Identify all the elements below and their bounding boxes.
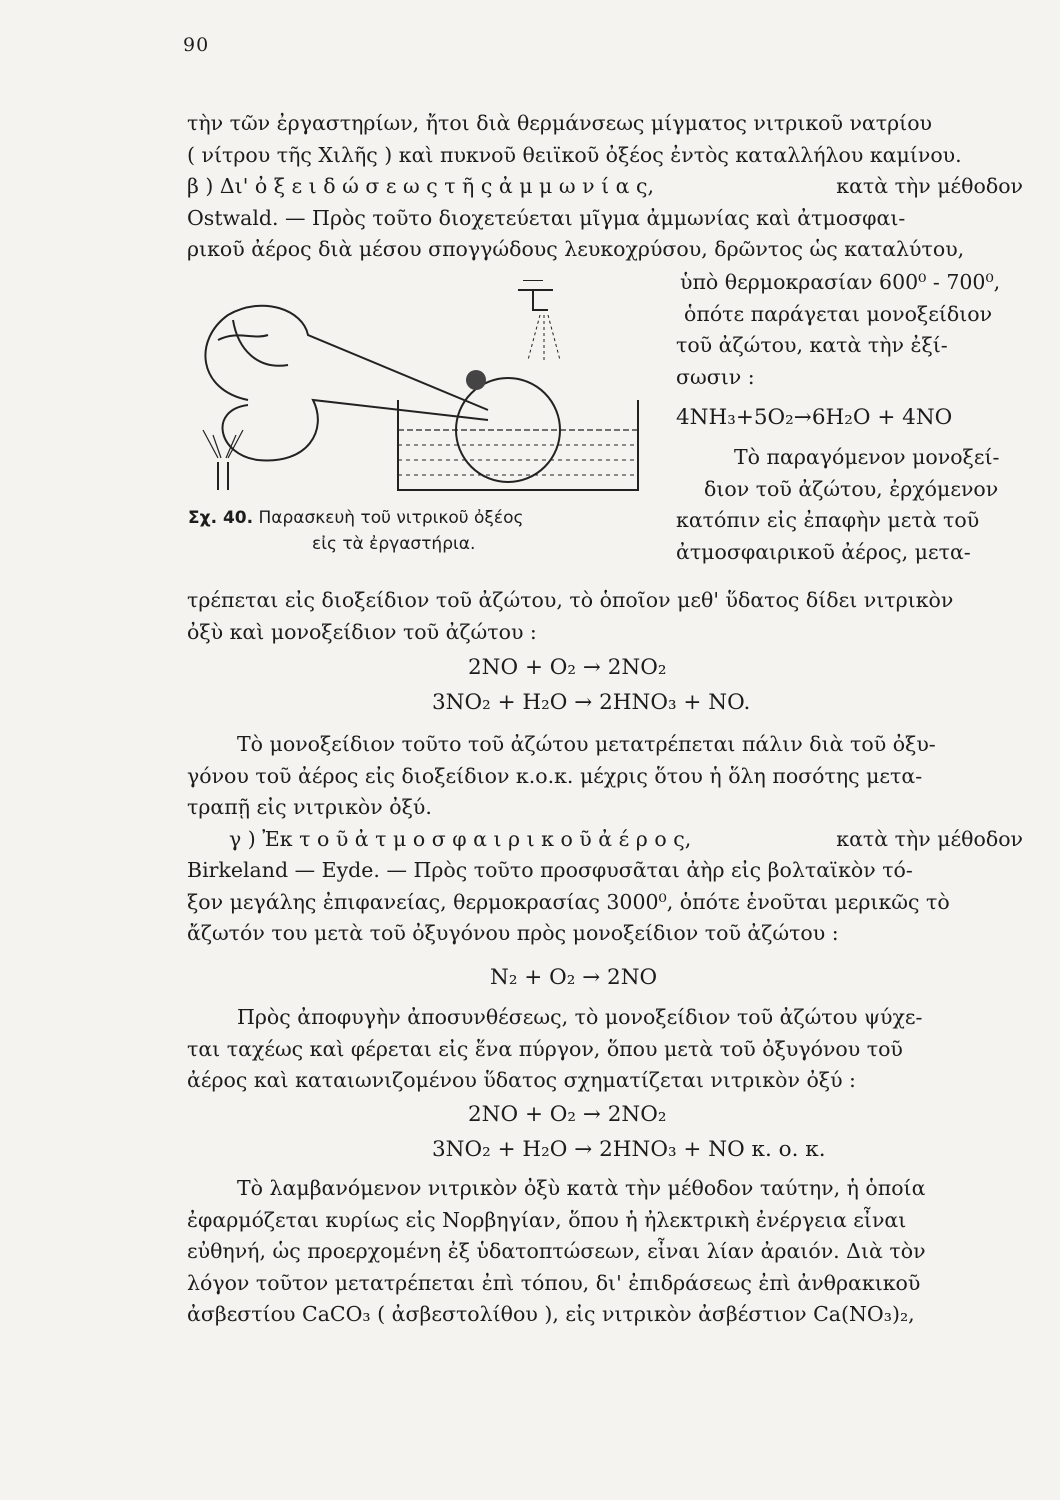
side-text-top (672, 267, 1022, 393)
page-number: 90 (183, 34, 210, 56)
section-b-rest: κατὰ τὴν μέθοδον (836, 174, 1023, 198)
figure-caption-text: Παρασκευὴ τοῦ νιτρικοῦ ὀξέος (258, 508, 524, 528)
text-line: ται ταχέως καὶ φέρεται εἰς ἕνα πύργον, ὅπου μετὰ τοῦ ὀξυγόνου τοῦ (187, 1036, 903, 1061)
text-line: ὑπὸ θερμοκρασίαν 600⁰ - 700⁰, (680, 270, 1001, 294)
section-b-heading (187, 171, 1023, 203)
equation-5: 2NO + O₂ → 2NO₂ (468, 1102, 667, 1127)
text-line: ( νίτρου τῆς Χιλῆς ) καὶ πυκνοῦ θειϊκοῦ ὀξέος ἐντὸς καταλλήλου καμίνου. (187, 142, 962, 167)
text-line: ἄζωτόν του μετὰ τοῦ ὀξυγόνου πρὸς μονοξείδιον τοῦ ἀζώτου : (187, 921, 839, 945)
body-text-mid (187, 585, 1023, 648)
text-line: ἀέρος καὶ καταιωνιζομένου ὕδατος σχηματίζεται νιτρικὸν ὀξύ : (187, 1068, 856, 1092)
body-text-top (187, 108, 1023, 266)
text-line: Τὸ παραγόμενον μονοξεί- (734, 445, 1000, 469)
lab-apparatus-illustration (188, 280, 658, 500)
text-line: τραπῇ εἰς νιτρικὸν ὀξύ. (187, 795, 432, 819)
equation-3: 3NO₂ + H₂O → 2HNO₃ + NO. (432, 690, 751, 715)
text-line: Birkeland — Eyde. — Πρὸς τοῦτο προσφυσᾶται ἀὴρ εἰς βολταϊκὸν τό- (187, 858, 913, 882)
text-line: κατόπιν εἰς ἐπαφὴν μετὰ τοῦ (676, 508, 980, 532)
text-line: τοῦ ἀζώτου, κατὰ τὴν ἐξί- (676, 333, 948, 357)
equation-ostwald: 4NH₃+5O₂→6H₂O + 4NO (676, 405, 953, 430)
body-text-lower (187, 729, 1023, 950)
body-text-para7 (187, 1173, 1023, 1331)
text-line: ἐφαρμόζεται κυρίως εἰς Νορβηγίαν, ὅπου ἡ ἠλεκτρικὴ ἐνέργεια εἶναι (187, 1207, 907, 1232)
side-text-bottom (672, 442, 1022, 568)
text-line: Τὸ λαμβανόμενον νιτρικὸν ὀξὺ κατὰ τὴν μέθοδον ταύτην, ἡ ὁποία (237, 1176, 926, 1200)
text-line: ὁπότε παράγεται μονοξείδιον (684, 301, 993, 326)
figure-caption-text-2: εἰς τὰ ἐργαστήρια. (312, 534, 476, 554)
text-line: ἀσβεστίου CaCO₃ ( ἀσβεστολίθου ), εἰς νιτρικὸν ἀσβέστιον Ca(NO₃)₂, (187, 1302, 915, 1326)
section-c-heading (187, 824, 1023, 856)
figure-caption (188, 505, 648, 557)
equation-6: 3NO₂ + H₂O → 2HNO₃ + NO κ. ο. κ. (432, 1137, 826, 1162)
text-line: λόγον τοῦτον μετατρέπεται ἐπὶ τόπου, δι' ἐπιδράσεως ἐπὶ ἀνθρακικοῦ (187, 1270, 921, 1295)
figure-caption-number: Σχ. 40. (188, 508, 254, 528)
text-line: γόνου τοῦ ἀέρος εἰς διοξείδιον κ.ο.κ. μέχρις ὅτου ἡ ὅλη ποσότης μετα- (187, 763, 923, 788)
text-line: τρέπεται εἰς διοξείδιον τοῦ ἀζώτου, τὸ ὁποῖον μεθ' ὕδατος δίδει νιτρικὸν (187, 588, 954, 612)
body-text-para6 (187, 1002, 1023, 1097)
text-line: διον τοῦ ἀζώτου, ἐρχόμενον (704, 476, 999, 501)
text-line: σωσιν : (676, 364, 755, 389)
text-line: ἀτμοσφαιρικοῦ ἀέρος, μετα- (676, 539, 971, 564)
text-line: ρικοῦ ἀέρος διὰ μέσου σπογγώδους λευκοχρύσου, δρῶντος ὡς καταλύτου, (187, 237, 965, 261)
equation-2: 2NO + O₂ → 2NO₂ (468, 655, 667, 680)
text-line: ὀξὺ καὶ μονοξείδιον τοῦ ἀζώτου : (187, 619, 537, 644)
section-b-label: β ) Δι' ὀ ξ ε ι δ ώ σ ε ω ς τ ῆ ς ἀ μ μ ω ν ί α ς, (187, 174, 655, 198)
text-line: τὴν τῶν ἐργαστηρίων, ἤτοι διὰ θερμάνσεως μίγματος νιτρικοῦ νατρίου (187, 111, 932, 135)
text-line: εὐθηνή, ὡς προερχομένη ἐξ ὑδατοπτώσεων, εἶναι λίαν ἀραιόν. Διὰ τὸν (187, 1239, 926, 1263)
equation-4: N₂ + O₂ → 2NO (490, 965, 658, 990)
text-line: Ostwald. — Πρὸς τοῦτο διοχετεύεται μῖγμα ἀμμωνίας καὶ ἀτμοσφαι- (187, 205, 906, 230)
section-c-label: γ ) Ἐκ τ ο ῦ ἀ τ μ ο σ φ α ι ρ ι κ ο ῦ ἀ έ ρ ο ς, (229, 826, 692, 851)
text-line: Τὸ μονοξείδιον τοῦτο τοῦ ἀζώτου μετατρέπεται πάλιν διὰ τοῦ ὀξυ- (237, 732, 936, 756)
text-line: ξον μεγάλης ἐπιφανείας, θερμοκρασίας 3000⁰, ὁπότε ἑνοῦται μερικῶς τὸ (187, 889, 950, 914)
section-c-rest: κατὰ τὴν μέθοδον (836, 826, 1023, 851)
text-line: Πρὸς ἀποφυγὴν ἀποσυνθέσεως, τὸ μονοξείδιον τοῦ ἀζώτου ψύχε- (237, 1005, 923, 1029)
